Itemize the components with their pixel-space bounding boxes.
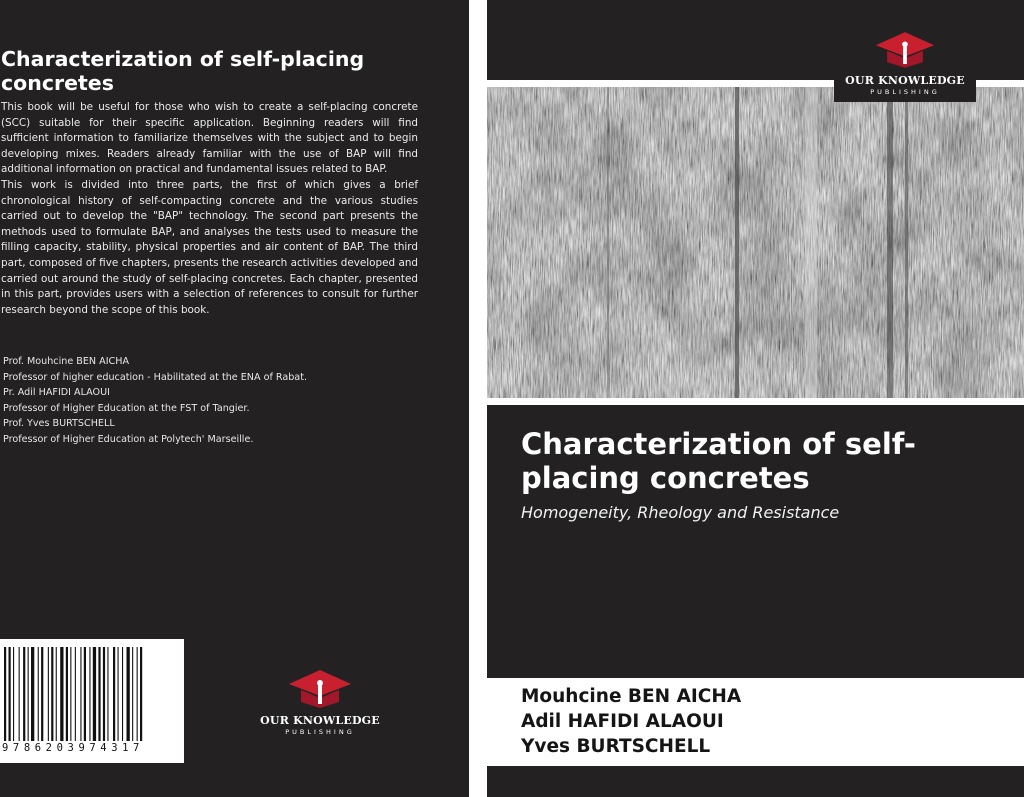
publisher-tagline: PUBLISHING <box>285 728 355 736</box>
bio-line: Prof. Yves BURTSCHELL <box>3 418 115 430</box>
author-bios <box>3 354 423 448</box>
back-publisher-logo <box>250 668 390 736</box>
back-cover <box>0 0 469 797</box>
book-subtitle: Homogeneity, Rheology and Resistance <box>521 503 840 522</box>
barcode-bar <box>127 647 130 741</box>
front-cover <box>487 0 1024 797</box>
barcode-bar <box>41 647 43 741</box>
barcode-bar <box>84 647 86 741</box>
barcode-bar <box>4 647 6 741</box>
barcode-bar <box>19 647 20 741</box>
bio-line: Pr. Adil HAFIDI ALAOUI <box>3 387 110 399</box>
barcode-bar <box>132 647 133 741</box>
blurb-paragraph: This book will be useful for those who wish to create a self-placing concrete (SCC) suitable for their specific application. Beginning readers will find sufficient information to familiarize themselves with the subject and to begin developing mixes. Readers already familiar with the use of BAP will find additional information on practical and fundamental issues related to BAP. <box>1 101 418 176</box>
barcode-bar <box>140 647 142 741</box>
spine-gap <box>469 0 487 797</box>
author-name: Mouhcine BEN AICHA <box>521 686 742 707</box>
publisher-tagline: PUBLISHING <box>870 88 940 96</box>
barcode-bar <box>9 647 11 741</box>
graduation-cap-icon <box>874 30 936 68</box>
barcode-bar <box>31 647 34 741</box>
barcode-bar <box>38 647 39 741</box>
bio-line: Professor of Higher Education at the FST of Tangier. <box>3 402 250 414</box>
bio-line: Prof. Mouhcine BEN AICHA <box>3 356 130 367</box>
bio-line: Professor of Higher Education at Polytech' Marseille. <box>3 433 254 445</box>
book-title: Characterization of self-placing concretes <box>521 427 916 495</box>
barcode-bar <box>51 647 53 741</box>
publisher-name: OUR KNOWLEDGE <box>845 74 965 87</box>
barcode-bar <box>66 647 68 741</box>
publisher-name: OUR KNOWLEDGE <box>260 714 380 727</box>
blurb-paragraph: This work is divided into three parts, the first of which gives a brief chronological history of self-compacting concrete and the various studies carried out to develop the "BAP" technology. The second part presents the methods used to formulate BAP, and analyses the tests used to measure the filling capacity, stability, physical properties and air content of BAP. The third part, composed of five chapters, presents the research activities developed and carried out around the study of self-placing concretes. Each chapter, presented in this part, provides users with a selection of references to consult for further research beyond the scope of this book. <box>1 178 418 316</box>
front-publisher-logo <box>834 30 976 96</box>
bio-line: Professor of higher education - Habilitated at the ENA of Rabat. <box>3 371 308 383</box>
front-title-panel <box>487 405 1024 678</box>
barcode-bar <box>56 647 57 741</box>
barcode-bar <box>98 647 100 741</box>
author-name: Adil HAFIDI ALAOUI <box>521 711 724 732</box>
graduation-cap-icon <box>287 668 353 708</box>
concrete-texture-image <box>487 87 1024 398</box>
barcode-bar <box>118 647 119 741</box>
barcode-bar <box>48 647 49 741</box>
barcode-bar <box>122 647 123 741</box>
barcode-bar <box>60 647 63 741</box>
barcode-bar <box>70 647 71 741</box>
barcode-bar <box>28 647 29 741</box>
barcode-bar <box>113 647 115 741</box>
barcode-bar <box>137 647 138 741</box>
barcode-bar <box>89 647 90 741</box>
barcode-bars <box>2 647 182 741</box>
author-name: Yves BURTSCHELL <box>521 736 711 757</box>
back-cover-title: Characterization of self-placing concretes <box>1 47 365 95</box>
barcode-bar <box>103 647 105 741</box>
isbn-barcode <box>0 639 184 763</box>
barcode-number: 9786203974317 <box>2 742 144 754</box>
barcode-bar <box>13 647 14 741</box>
front-bottom-band <box>487 766 1024 797</box>
back-cover-blurb <box>1 100 418 318</box>
barcode-bar <box>23 647 25 741</box>
barcode-bar <box>80 647 81 741</box>
barcode-bar <box>107 647 108 741</box>
author-list <box>521 684 1001 759</box>
barcode-bar <box>75 647 76 741</box>
barcode-bar <box>93 647 96 741</box>
